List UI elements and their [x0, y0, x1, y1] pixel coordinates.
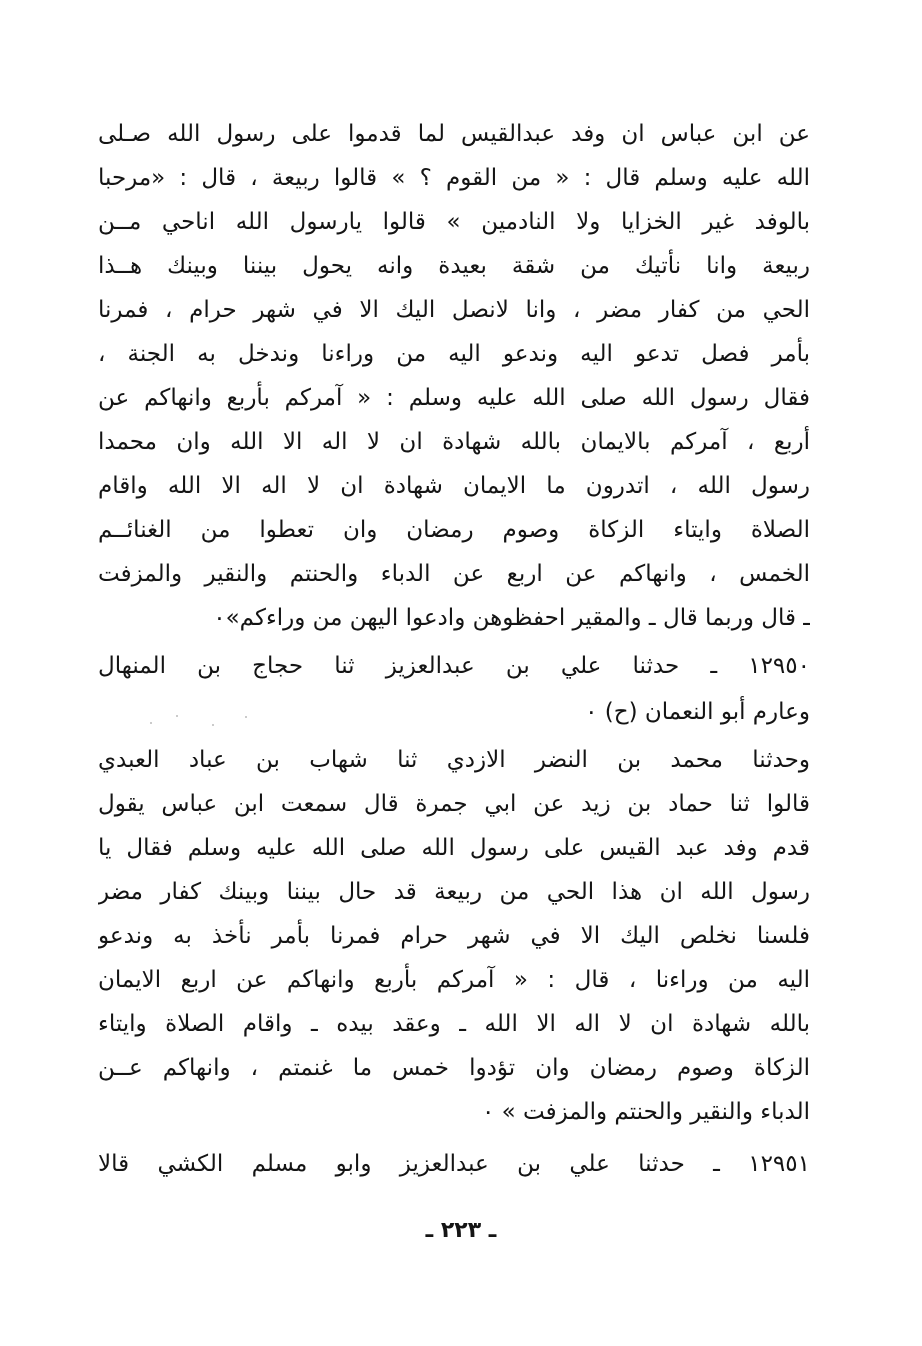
text-line: الدباء والنقير والحنتم والمزفت » ٠ — [481, 1099, 810, 1125]
text-line: بأمر فصل تدعو اليه وندعو اليه من وراءنا وندخل به الجنة ، — [98, 341, 810, 367]
text-line: ربيعة وانا نأتيك من شقة بعيدة وانه يحول بيننا وبينك هــذا — [98, 253, 810, 279]
text-line: بالوفد غير الخزايا ولا النادمين » قالوا يارسول الله اناحي مــن — [98, 209, 810, 235]
text-line: ـ قال وربما قال ـ والمقير احفظوهن وادعوا اليهن من وراءكم»٠ — [213, 605, 810, 631]
hadith-number-line: ١٢٩٥٠ ـ حدثنا علي بن عبدالعزيز ثنا حجاج بن المنهال — [98, 653, 810, 679]
scan-speck — [245, 716, 247, 718]
text-line: وحدثنا محمد بن النضر الازدي ثنا شهاب بن عباد العبدي — [98, 747, 810, 773]
text-line: رسول الله ان هذا الحي من ربيعة قد حال بيننا وبينك كفار مضر — [98, 879, 810, 905]
text-line: رسول الله ، اتدرون ما الايمان شهادة ان لا اله الا الله واقام — [98, 473, 810, 499]
text-line: الله عليه وسلم قال : « من القوم ؟ » قالوا ربيعة ، قال : «مرحبا — [98, 165, 810, 191]
text-line: وعارم أبو النعمان (ح) ٠ — [585, 699, 810, 725]
text-line: الخمس ، وانهاكم عن اربع عن الدباء والحنتم والنقير والمزفت — [98, 561, 810, 587]
hadith-number-line: ١٢٩٥١ ـ حدثنا علي بن عبدالعزيز وابو مسلم الكشي قالا — [98, 1151, 810, 1177]
text-line: قالوا ثنا حماد بن زيد عن ابي جمرة قال سمعت ابن عباس يقول — [98, 791, 810, 817]
scan-speck — [176, 715, 178, 717]
text-line: قدم وفد عبد القيس على رسول الله صلى الله عليه وسلم فقال يا — [98, 835, 810, 861]
text-line: الحي من كفار مضر ، وانا لانصل اليك الا في شهر حرام ، فمرنا — [98, 297, 810, 323]
text-line: فقال رسول الله صلى الله عليه وسلم : « آمركم بأربع وانهاكم عن — [98, 385, 810, 411]
page-number: ـ ٢٢٣ ـ — [425, 1218, 497, 1243]
text-line: اليه من وراءنا ، قال : « آمركم بأربع وانهاكم عن اربع الايمان — [98, 967, 810, 993]
scan-speck — [150, 722, 152, 724]
scan-speck — [212, 724, 214, 726]
text-line: الصلاة وايتاء الزكاة وصوم رمضان وان تعطوا من الغنائــم — [98, 517, 810, 543]
text-line: عن ابن عباس ان وفد عبدالقيس لما قدموا على رسول الله صـلى — [98, 121, 810, 147]
text-line: أربع ، آمركم بالايمان بالله شهادة ان لا اله الا الله وان محمدا — [98, 429, 810, 455]
text-line: فلسنا نخلص اليك الا في شهر حرام فمرنا بأمر نأخذ به وندعو — [98, 923, 810, 949]
text-line: بالله شهادة ان لا اله الا الله ـ وعقد بيده ـ واقام الصلاة وايتاء — [98, 1011, 810, 1037]
text-line: الزكاة وصوم رمضان وان تؤدوا خمس ما غنمتم ، وانهاكم عــن — [98, 1055, 810, 1081]
